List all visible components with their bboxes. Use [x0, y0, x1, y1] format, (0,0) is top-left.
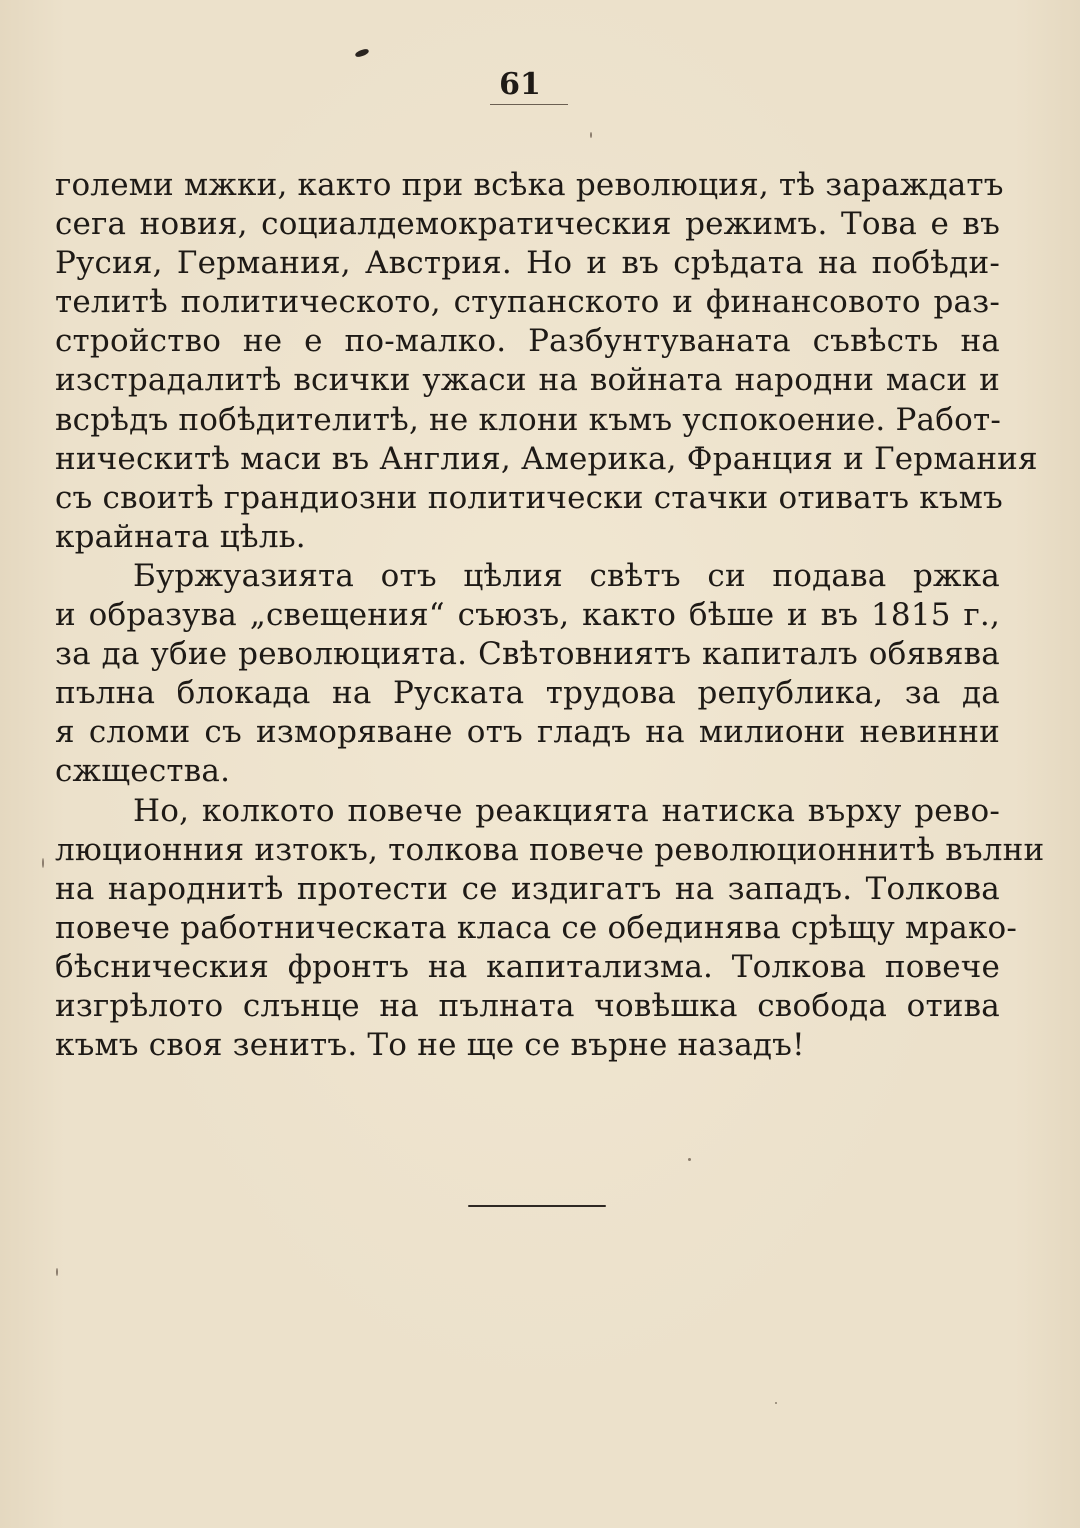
body-text	[55, 166, 1045, 1065]
text-line: всрѣдъ побѣдителитѣ, не клони къмъ успокоение. Работ-	[55, 401, 1001, 438]
text-line: изгрѣлото слънце на пълната човѣшка свобода отива	[55, 987, 1000, 1024]
text-line: Русия, Германия, Австрия. Но и въ срѣдата на побѣди-	[55, 245, 1000, 282]
text-line: ническитѣ маси въ Англия, Америка, Франция и Германия	[55, 440, 1038, 477]
text-line: бѣсническия фронтъ на капитализма. Толкова повече	[55, 948, 1000, 985]
header-rule	[490, 104, 568, 105]
paper-speck	[775, 1402, 777, 1404]
text-line: големи мжки, както при всѣка революция, тѣ зараждатъ	[55, 167, 1004, 203]
text-line: на народнитѣ протести се издигатъ на западъ. Толкова	[55, 870, 1000, 907]
ink-smudge	[354, 48, 369, 58]
text-line: сжщества.	[55, 753, 231, 790]
text-line: телитѣ политическото, ступанското и финансовото раз-	[55, 284, 1000, 321]
paragraph-1	[55, 166, 1038, 557]
page-number: 61	[499, 67, 541, 102]
paper-speck	[688, 1158, 691, 1161]
end-rule	[468, 1205, 606, 1207]
text-line: къмъ своя зенитъ. То не ще се върне назадъ!	[55, 1027, 805, 1064]
text-line: за да убие революцията. Свѣтовниятъ капиталъ обявява	[55, 636, 1000, 673]
text-line: съ своитѣ грандиозни политически стачки отиватъ къмъ	[55, 479, 1003, 516]
text-line: Буржуазията отъ цѣлия свѣтъ си подава ржка	[133, 557, 1000, 594]
text-line: люционния изтокъ, толкова повече революционнитѣ вълни	[55, 831, 1045, 868]
text-line: сега новия, социалдемократическия режимъ. Това е въ	[55, 206, 1000, 243]
text-line: стройство не е по-малко. Разбунтуваната съвѣсть на	[55, 323, 1000, 360]
text-line: и образува „свещения“ съюзъ, както бѣше и въ 1815 г.,	[55, 597, 1000, 634]
text-line: Но, колкото повече реакцията натиска върху рево-	[133, 792, 1000, 829]
text-line: повече работническата класа се обединява срѣщу мрако-	[55, 909, 1018, 946]
paragraph-2	[55, 557, 1000, 792]
text-line: я сломи съ изморяване отъ гладъ на милиони невинни	[55, 714, 1000, 751]
text-line: пълна блокада на Руската трудова република, за да	[55, 675, 1000, 712]
paper-speck	[56, 1268, 58, 1276]
paper-speck	[590, 132, 592, 138]
paragraph-3	[55, 792, 1045, 1066]
text-line: крайната цѣль.	[55, 518, 306, 555]
text-line: изстрадалитѣ всички ужаси на войната народни маси и	[55, 362, 1000, 399]
paper-speck	[42, 858, 44, 868]
